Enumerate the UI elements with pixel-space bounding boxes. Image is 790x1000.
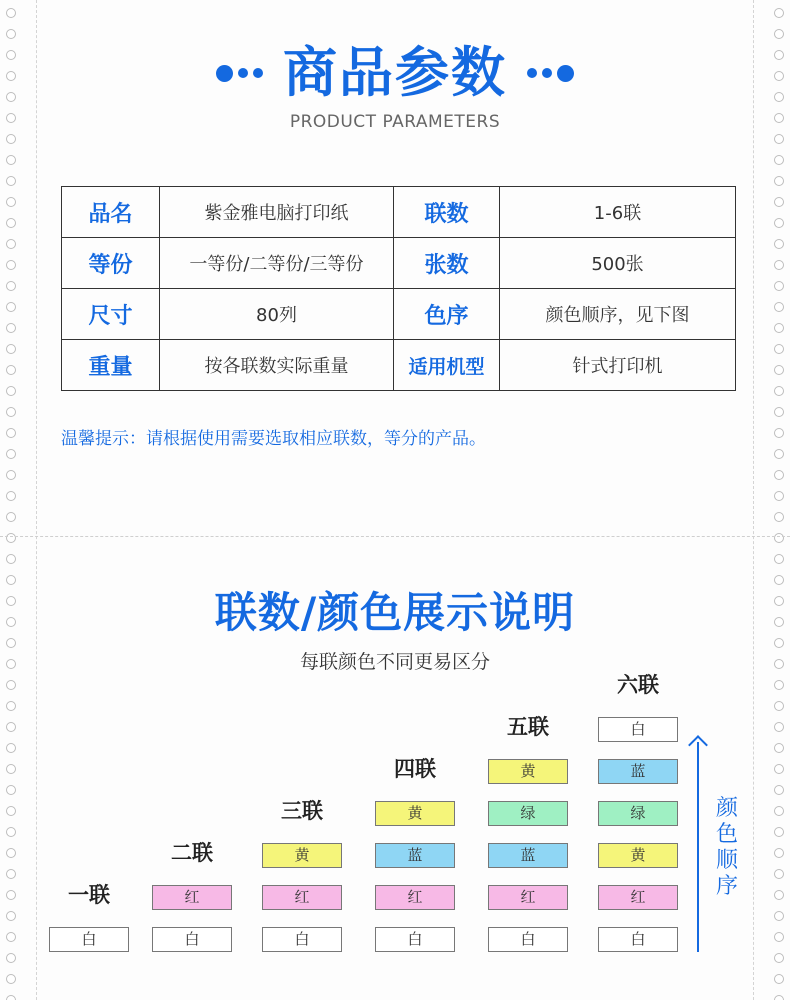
ply-sheet: 白 — [488, 927, 568, 952]
feed-hole — [6, 323, 16, 333]
color-order-arrow — [697, 742, 699, 952]
left-feed-holes — [0, 0, 22, 1000]
feed-hole — [774, 134, 784, 144]
feed-hole — [6, 155, 16, 165]
feed-hole — [774, 344, 784, 354]
ply-group-label: 二联 — [171, 841, 213, 865]
feed-hole — [774, 743, 784, 753]
ply-sheet: 红 — [488, 885, 568, 910]
feed-hole — [774, 911, 784, 921]
table-row — [62, 289, 736, 340]
table-row — [62, 340, 736, 391]
ply-sheet: 红 — [262, 885, 342, 910]
feed-hole — [774, 932, 784, 942]
feed-hole — [6, 680, 16, 690]
ply-sheet: 白 — [598, 717, 678, 742]
param-key: 色序 — [394, 289, 500, 340]
ply-sheet: 红 — [598, 885, 678, 910]
ply-group-label: 六联 — [617, 673, 659, 697]
ply-sheet: 白 — [262, 927, 342, 952]
table-row — [62, 238, 736, 289]
feed-hole — [6, 533, 16, 543]
feed-hole — [6, 848, 16, 858]
feed-hole — [6, 869, 16, 879]
feed-hole — [774, 722, 784, 732]
param-value: 按各联数实际重量 — [160, 340, 394, 391]
ply-sheet: 蓝 — [488, 843, 568, 868]
feed-hole — [6, 407, 16, 417]
right-feed-holes — [768, 0, 790, 1000]
feed-hole — [774, 281, 784, 291]
feed-hole — [6, 743, 16, 753]
feed-hole — [6, 197, 16, 207]
feed-hole — [774, 764, 784, 774]
ply-sheet: 红 — [152, 885, 232, 910]
ply-sheet: 绿 — [598, 801, 678, 826]
feed-hole — [6, 722, 16, 732]
table-row — [62, 187, 736, 238]
param-value: 500张 — [500, 238, 736, 289]
ply-sheet: 黄 — [488, 759, 568, 784]
feed-hole — [6, 995, 16, 1000]
feed-hole — [774, 218, 784, 228]
feed-hole — [774, 8, 784, 18]
feed-hole — [774, 239, 784, 249]
feed-hole — [774, 491, 784, 501]
page-title: 商品参数 — [283, 41, 507, 104]
feed-hole — [774, 302, 784, 312]
feed-hole — [6, 491, 16, 501]
feed-hole — [6, 701, 16, 711]
feed-hole — [774, 386, 784, 396]
feed-hole — [6, 974, 16, 984]
param-value: 紫金雅电脑打印纸 — [160, 187, 394, 238]
feed-hole — [6, 764, 16, 774]
feed-hole — [774, 260, 784, 270]
param-key: 张数 — [394, 238, 500, 289]
right-perforation-line — [753, 0, 754, 1000]
feed-hole — [774, 323, 784, 333]
page-subtitle: PRODUCT PARAMETERS — [289, 112, 501, 132]
feed-hole — [774, 554, 784, 564]
feed-hole — [774, 365, 784, 375]
left-dots-decoration — [216, 65, 263, 82]
ply-group-label: 五联 — [507, 715, 549, 739]
ply-sheet: 白 — [375, 927, 455, 952]
feed-hole — [6, 281, 16, 291]
ply-sheet: 黄 — [262, 843, 342, 868]
feed-hole — [6, 386, 16, 396]
left-perforation-line — [36, 0, 37, 1000]
feed-hole — [774, 974, 784, 984]
feed-hole — [774, 197, 784, 207]
feed-hole — [774, 848, 784, 858]
ply-sheet: 黄 — [598, 843, 678, 868]
param-key: 联数 — [394, 187, 500, 238]
feed-hole — [6, 239, 16, 249]
ply-group-label: 三联 — [281, 799, 323, 823]
feed-hole — [6, 302, 16, 312]
feed-hole — [6, 344, 16, 354]
feed-hole — [774, 701, 784, 711]
feed-hole — [774, 470, 784, 480]
feed-hole — [774, 806, 784, 816]
param-key: 重量 — [62, 340, 160, 391]
ply-sheet: 红 — [375, 885, 455, 910]
param-key: 等份 — [62, 238, 160, 289]
feed-hole — [6, 890, 16, 900]
param-key: 尺寸 — [62, 289, 160, 340]
ply-sheet: 蓝 — [598, 759, 678, 784]
feed-hole — [6, 953, 16, 963]
feed-hole — [774, 890, 784, 900]
param-key: 品名 — [62, 187, 160, 238]
section-title: 联数/颜色展示说明 — [214, 588, 576, 637]
param-value: 一等份/二等份/三等份 — [160, 238, 394, 289]
ply-group-label: 四联 — [394, 757, 436, 781]
feed-hole — [6, 911, 16, 921]
ply-sheet: 绿 — [488, 801, 568, 826]
param-key: 适用机型 — [394, 340, 500, 391]
feed-hole — [6, 827, 16, 837]
ply-sheet: 白 — [49, 927, 129, 952]
ply-sheet: 黄 — [375, 801, 455, 826]
ply-sheet: 白 — [598, 927, 678, 952]
page-fold-line — [0, 536, 790, 537]
feed-hole — [6, 470, 16, 480]
right-dots-decoration — [527, 65, 574, 82]
ply-sheet: 白 — [152, 927, 232, 952]
feed-hole — [774, 512, 784, 522]
feed-hole — [6, 218, 16, 228]
feed-hole — [6, 365, 16, 375]
feed-hole — [774, 176, 784, 186]
feed-hole — [6, 134, 16, 144]
param-value: 针式打印机 — [500, 340, 736, 391]
param-value: 颜色顺序，见下图 — [500, 289, 736, 340]
feed-hole — [774, 155, 784, 165]
usage-tip: 温馨提示：请根据使用需要选取相应联数，等分的产品。 — [61, 429, 486, 449]
feed-hole — [774, 407, 784, 417]
feed-hole — [774, 533, 784, 543]
feed-hole — [774, 995, 784, 1000]
arrow-up-icon — [688, 735, 708, 755]
parameters-table — [61, 186, 736, 391]
feed-hole — [6, 428, 16, 438]
param-value: 1-6联 — [500, 187, 736, 238]
color-order-label: 颜色顺序 — [715, 796, 738, 899]
ply-group-label: 一联 — [68, 883, 110, 907]
feed-hole — [6, 260, 16, 270]
feed-hole — [6, 8, 16, 18]
feed-hole — [6, 554, 16, 564]
feed-hole — [774, 953, 784, 963]
feed-hole — [774, 827, 784, 837]
param-value: 80列 — [160, 289, 394, 340]
section-header — [0, 38, 790, 108]
feed-hole — [6, 176, 16, 186]
ply-sheet: 蓝 — [375, 843, 455, 868]
feed-hole — [774, 785, 784, 795]
feed-hole — [774, 869, 784, 879]
feed-hole — [6, 512, 16, 522]
feed-hole — [6, 785, 16, 795]
feed-hole — [6, 932, 16, 942]
feed-hole — [774, 449, 784, 459]
feed-hole — [6, 449, 16, 459]
section-subtitle: 每联颜色不同更易区分 — [299, 651, 490, 673]
feed-hole — [774, 680, 784, 690]
feed-hole — [774, 428, 784, 438]
feed-hole — [6, 806, 16, 816]
